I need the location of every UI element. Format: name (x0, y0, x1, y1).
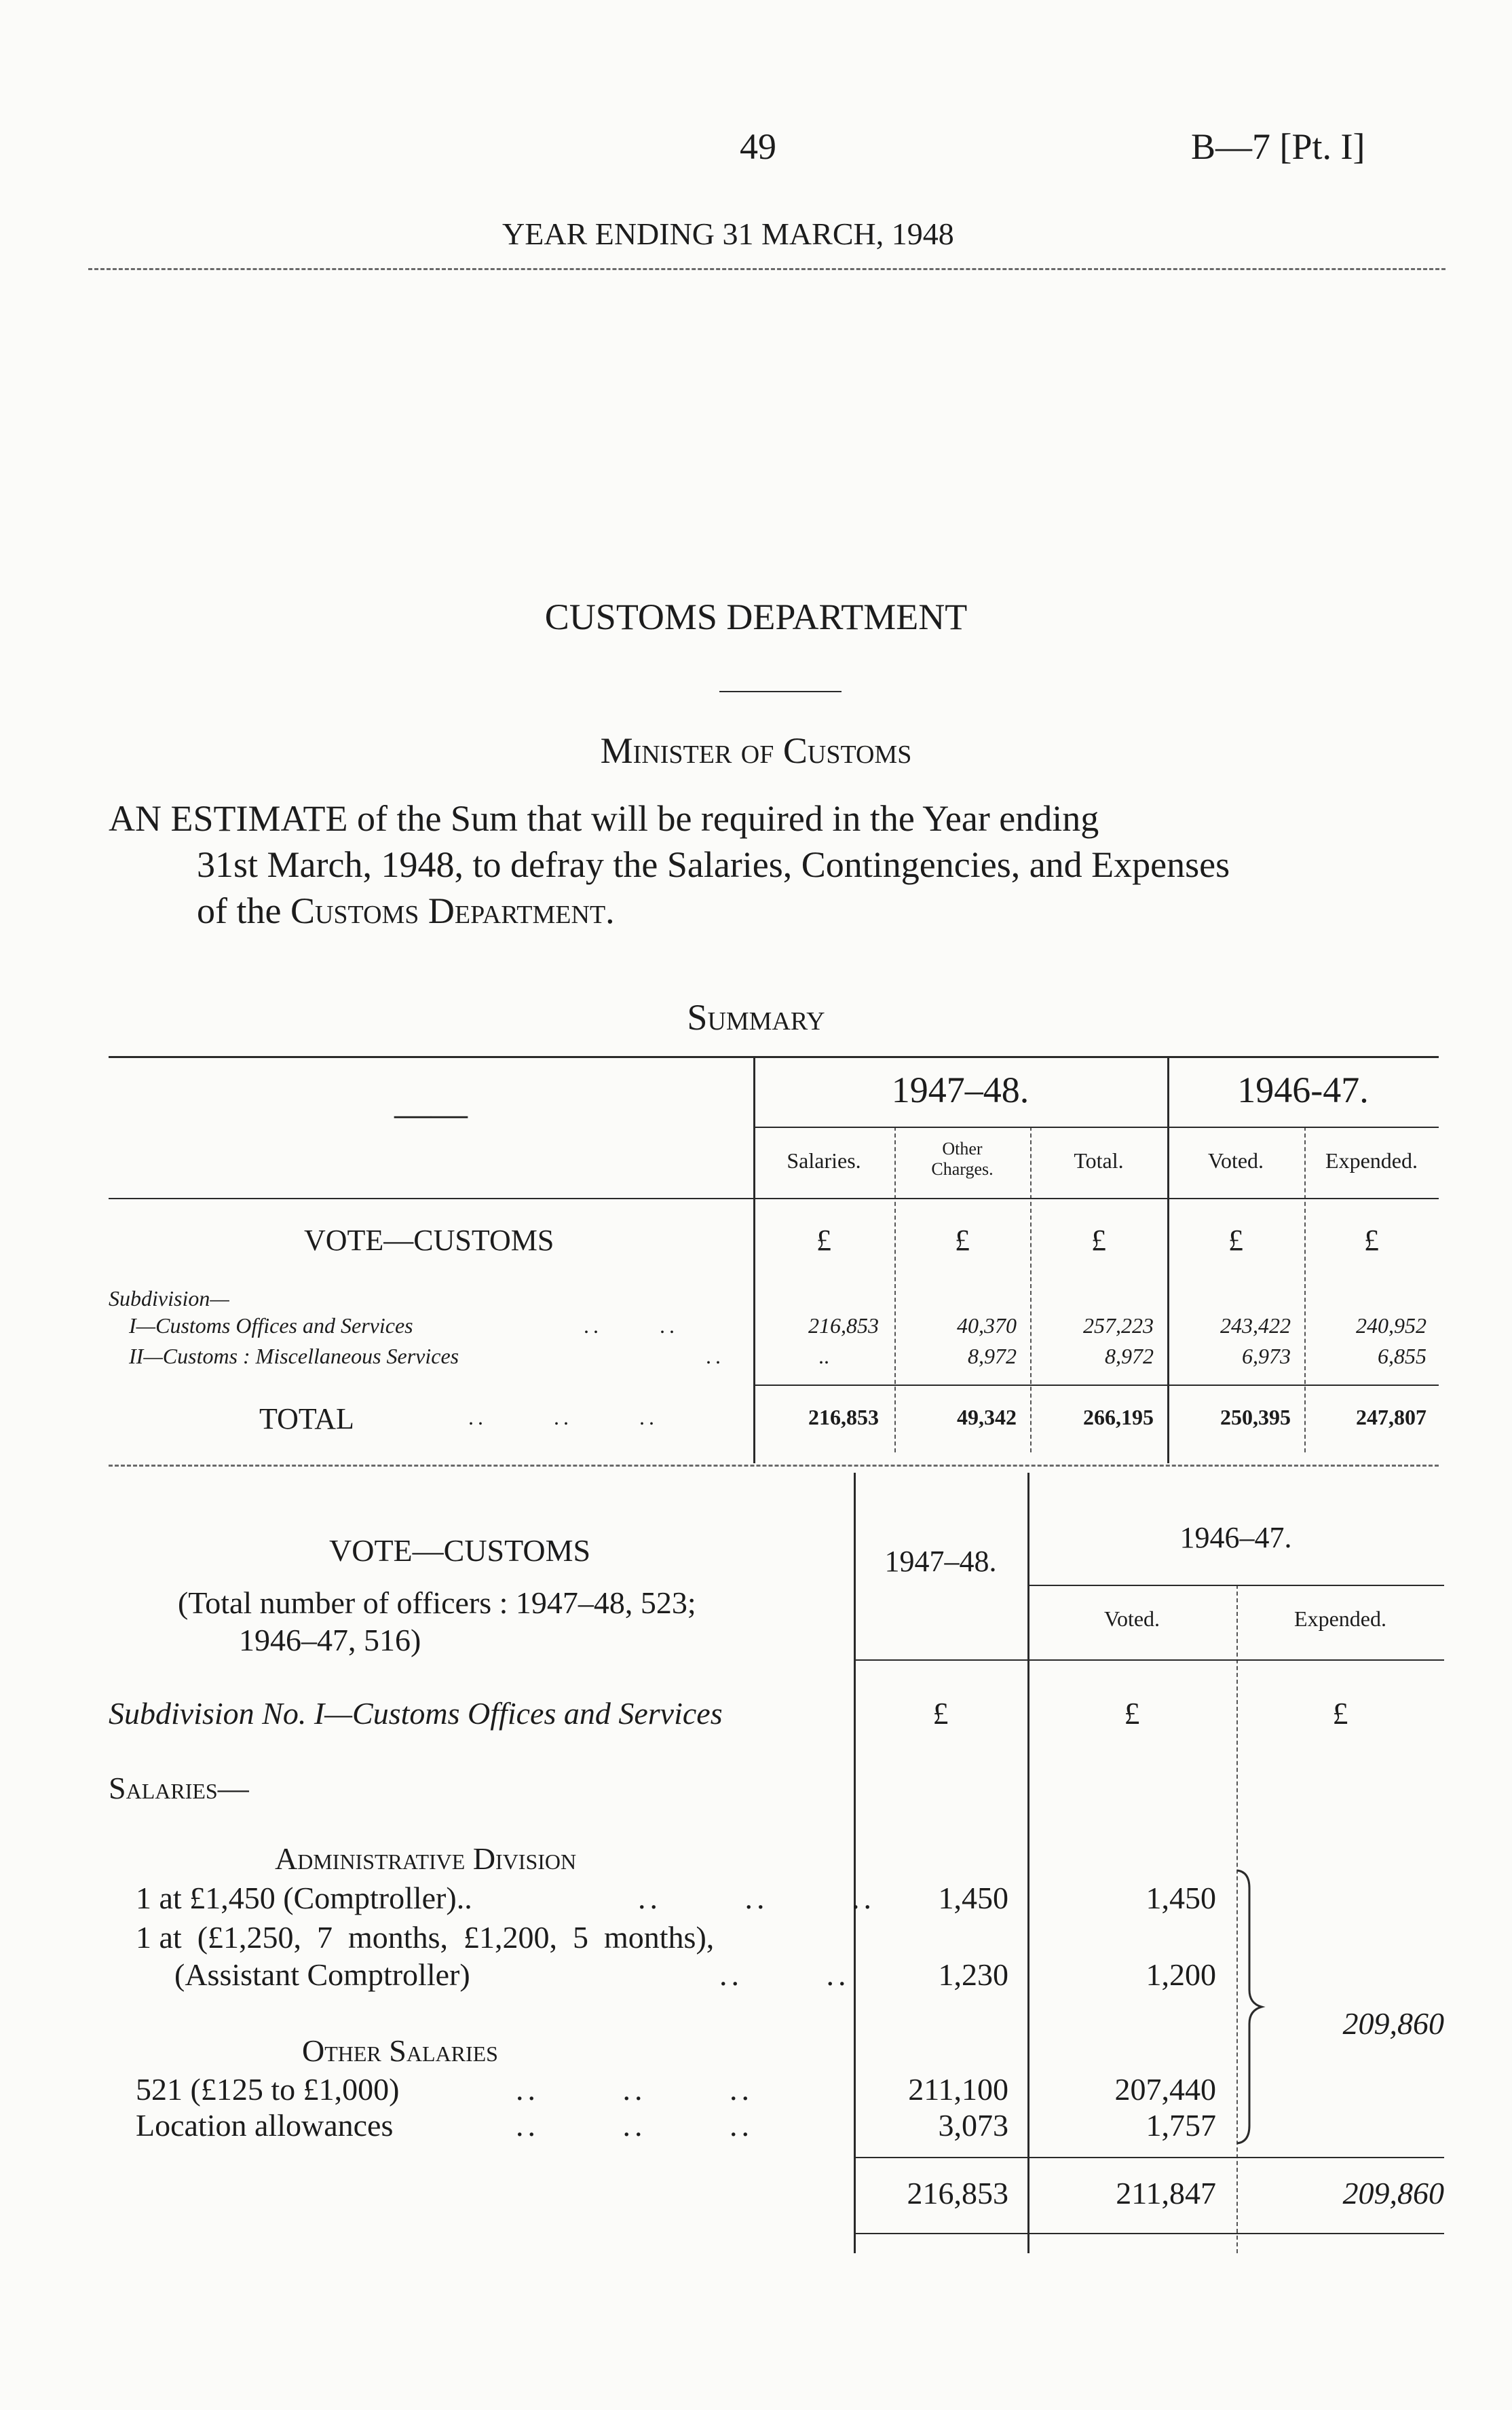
col-other-charges: Other Charges. (931, 1139, 994, 1179)
summary-bottom-rule (109, 1465, 1439, 1467)
cell-expended: 6,855 (1378, 1344, 1426, 1368)
row-label: 1 at £1,450 (Comptroller).. (136, 1881, 472, 1915)
cell-current: 211,100 (908, 2072, 1008, 2107)
summary-vote-label: VOTE—CUSTOMS (304, 1224, 554, 1257)
cell-expended: 240,952 (1356, 1313, 1426, 1338)
row-label: I—Customs Offices and Services (129, 1313, 413, 1338)
summary-subtotal-rule (753, 1385, 1439, 1386)
summary-col-divider (1167, 1056, 1169, 1463)
col-expended: Expended. (1325, 1148, 1418, 1173)
total-expended: 209,860 (1342, 2176, 1444, 2210)
document-reference: B—7 [Pt. I] (1191, 126, 1365, 167)
other-salaries-heading: Other Salaries (302, 2033, 498, 2068)
total-voted: 250,395 (1220, 1405, 1291, 1429)
currency-symbol: £ (1091, 1224, 1106, 1257)
estimate-line-1: AN ESTIMATE of the Sum that will be required in the Year ending (109, 798, 1099, 839)
page-number: 49 (740, 126, 776, 167)
summary-year-previous: 1946-47. (1237, 1070, 1369, 1110)
total-voted: 211,847 (1116, 2176, 1216, 2210)
leader-dots: .. .. .. (468, 1405, 658, 1429)
row-label: 1 at (£1,250, 7 months, £1,200, 5 months), (136, 1920, 715, 1955)
cell-total: 257,223 (1083, 1313, 1154, 1338)
summary-col-divider (1304, 1127, 1306, 1452)
total-expended: 247,807 (1356, 1405, 1426, 1429)
total-label: TOTAL (259, 1402, 354, 1435)
col-total: Total. (1074, 1148, 1124, 1173)
page-subtitle: YEAR ENDING 31 MARCH, 1948 (502, 216, 954, 251)
summary-year-current: 1947–48. (891, 1070, 1029, 1110)
cell-other: 40,370 (957, 1313, 1017, 1338)
total-other: 49,342 (957, 1405, 1017, 1429)
summary-col-divider (753, 1056, 755, 1463)
col-salaries: Salaries. (787, 1148, 861, 1173)
cell-total: 8,972 (1105, 1344, 1154, 1368)
detail-vote-label: VOTE—CUSTOMS (329, 1533, 591, 1568)
estimate-line-2: 31st March, 1948, to defray the Salaries, Contingencies, and Expenses (197, 844, 1230, 885)
currency-symbol: £ (955, 1224, 970, 1257)
row-label: 521 (£125 to £1,000) (136, 2072, 400, 2107)
leader-dots: .. .. .. (516, 2108, 753, 2143)
cell-current: 3,073 (938, 2108, 1008, 2143)
summary-top-rule (109, 1056, 1439, 1058)
title-rule (719, 691, 842, 692)
total-current: 216,853 (907, 2176, 1008, 2210)
summary-dash: —— (394, 1093, 468, 1134)
department-title: CUSTOMS DEPARTMENT (544, 597, 968, 637)
cell-voted: 243,422 (1220, 1313, 1291, 1338)
leader-dots: .. .. (584, 1313, 679, 1338)
detail-bottom-rule (854, 2233, 1444, 2234)
cell-current: 1,450 (938, 1881, 1008, 1915)
currency-symbol: £ (1124, 1696, 1140, 1731)
currency-symbol: £ (816, 1224, 831, 1257)
leader-dots: .. (706, 1344, 725, 1368)
cell-salaries: .. (818, 1344, 829, 1368)
estimate-line-3: of the Customs Department. (197, 890, 615, 931)
administrative-division-heading: Administrative Division (275, 1841, 577, 1876)
col-voted: Voted. (1207, 1148, 1264, 1173)
detail-header-rule (854, 1659, 1444, 1661)
detail-col-voted: Voted. (1103, 1606, 1160, 1631)
subdivision-heading: Subdivision No. I—Customs Offices and Services (109, 1696, 723, 1731)
detail-col-expended: Expended. (1294, 1606, 1386, 1631)
leader-dots: .. .. .. (638, 1881, 875, 1915)
detail-col-previous: 1946–47. (1179, 1521, 1292, 1554)
row-label-continued: (Assistant Comptroller) (174, 1957, 470, 1992)
officers-line-2: 1946–47, 516) (239, 1623, 421, 1657)
cell-current: 1,230 (938, 1957, 1008, 1992)
summary-header-rule (109, 1198, 1439, 1199)
detail-col-current: 1947–48. (884, 1545, 997, 1578)
total-total: 266,195 (1083, 1405, 1154, 1429)
summary-heading: Summary (687, 997, 825, 1038)
salaries-heading: Salaries— (109, 1771, 249, 1805)
detail-subtotal-rule (854, 2157, 1444, 2158)
cell-voted: 1,757 (1146, 2108, 1216, 2143)
minister-heading: Minister of Customs (600, 730, 912, 771)
leader-dots: .. .. (719, 1957, 850, 1992)
row-label: II—Customs : Miscellaneous Services (129, 1344, 459, 1368)
currency-symbol: £ (1332, 1696, 1348, 1731)
row-label: Location allowances (136, 2108, 394, 2143)
officers-line-1: (Total number of officers : 1947–48, 523; (178, 1585, 696, 1620)
cell-voted: 1,450 (1146, 1881, 1216, 1915)
cell-voted: 207,440 (1114, 2072, 1216, 2107)
cell-salaries: 216,853 (808, 1313, 879, 1338)
header-rule (88, 268, 1445, 270)
total-salaries: 216,853 (808, 1405, 879, 1429)
summary-col-divider (1030, 1127, 1032, 1452)
subdivision-label: Subdivision— (109, 1286, 229, 1311)
summary-year-rule (753, 1127, 1439, 1128)
cell-voted: 1,200 (1146, 1957, 1216, 1992)
currency-symbol: £ (1228, 1224, 1243, 1257)
currency-symbol: £ (1364, 1224, 1379, 1257)
detail-year-rule (1027, 1585, 1444, 1586)
currency-symbol: £ (932, 1696, 949, 1731)
cell-voted: 6,973 (1242, 1344, 1291, 1368)
cell-other: 8,972 (968, 1344, 1017, 1368)
bracket-expended-value: 209,860 (1342, 2006, 1444, 2041)
leader-dots: .. .. .. (516, 2072, 753, 2107)
